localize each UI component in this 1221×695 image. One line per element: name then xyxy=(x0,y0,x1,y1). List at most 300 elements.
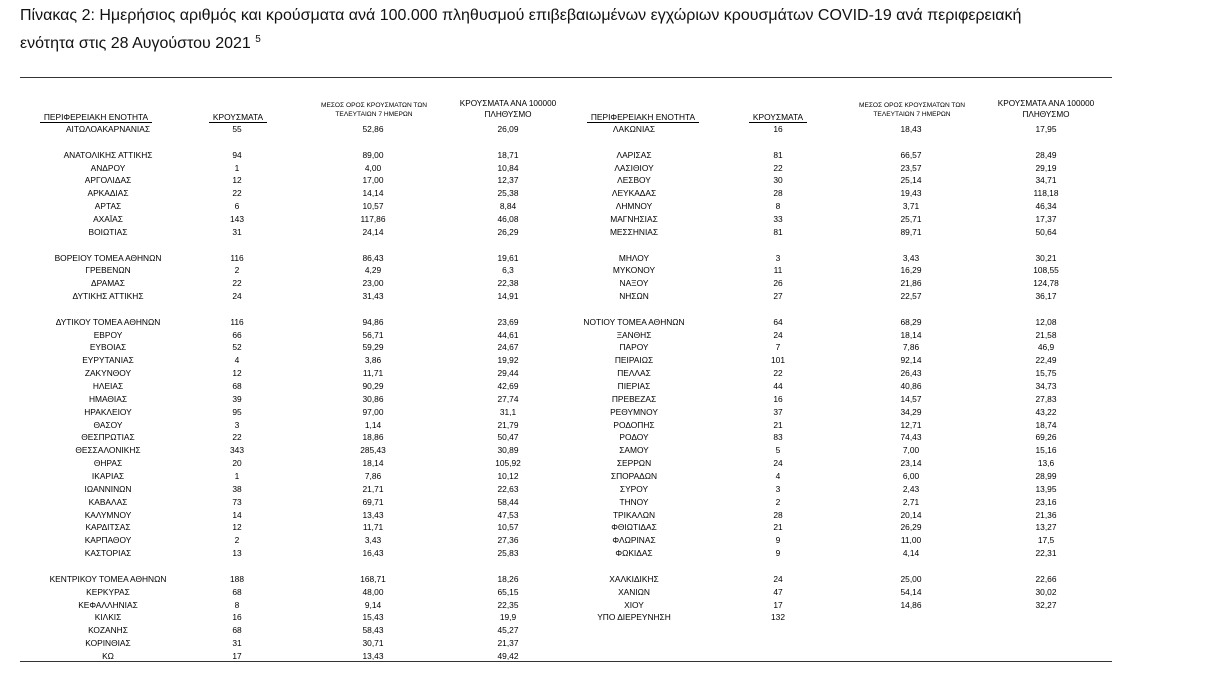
cell-right-region: ΛΑΚΩΝΙΑΣ xyxy=(612,124,656,134)
header-region-left-text: ΠΕΡΙΦΕΡΕΙΑΚΗ ΕΝΟΤΗΤΑ xyxy=(43,112,149,122)
cell-left-avg7: 52,86 xyxy=(362,124,384,134)
cell-left-avg7: 7,86 xyxy=(364,470,382,481)
cell-left-cases: 38 xyxy=(232,483,242,494)
cell-right-region: ΧΑΛΚΙΔΙΚΗΣ xyxy=(609,573,659,584)
cell-left-avg7: 3,86 xyxy=(364,355,382,366)
cell-right-cases: 3 xyxy=(775,483,781,494)
cell-left-region: ΙΚΑΡΙΑΣ xyxy=(91,470,125,481)
header-cases-left-text: ΚΡΟΥΣΜΑΤΑ xyxy=(212,112,264,122)
cell-right-avg7: 14,86 xyxy=(900,599,922,610)
cell-left-cases: 52 xyxy=(232,342,242,353)
cell-right-region: ΠΑΡΟΥ xyxy=(619,342,649,353)
cell-right-avg7: 34,29 xyxy=(900,406,922,417)
cell-left-cases: 31 xyxy=(232,226,242,237)
cell-right-cases: 24 xyxy=(773,458,783,469)
cell-right-cases: 22 xyxy=(773,162,783,173)
cell-left-per100k: 31,1 xyxy=(499,406,517,417)
cell-right-region: ΦΘΙΩΤΙΔΑΣ xyxy=(611,522,657,533)
cell-right-avg7: 25,71 xyxy=(900,213,922,224)
cell-left-region: ΑΝΑΤΟΛΙΚΗΣ ΑΤΤΙΚΗΣ xyxy=(63,149,153,160)
cell-left-cases: 95 xyxy=(232,406,242,417)
cell-left-per100k: 26,09 xyxy=(497,124,519,134)
cell-left-per100k: 25,83 xyxy=(497,548,519,558)
cell-right-avg7: 2,71 xyxy=(902,496,920,507)
cell-right-avg7: 7,86 xyxy=(902,342,920,353)
cell-left-cases: 2 xyxy=(234,265,240,276)
cell-right-per100k: 34,71 xyxy=(1035,175,1057,186)
cell-right-per100k: 28,99 xyxy=(1035,470,1057,481)
cell-left-region: ΙΩΑΝΝΙΝΩΝ xyxy=(84,483,132,494)
cell-right-avg7: 92,14 xyxy=(900,355,922,366)
cell-right-per100k: 34,73 xyxy=(1035,381,1057,391)
cell-right-cases: 9 xyxy=(775,548,781,558)
cell-left-region: ΕΥΡΥΤΑΝΙΑΣ xyxy=(82,355,134,366)
cell-left-per100k: 12,37 xyxy=(497,175,519,186)
cell-left-avg7: 24,14 xyxy=(362,226,384,237)
cell-left-region: ΗΛΕΙΑΣ xyxy=(92,381,124,391)
cell-left-avg7: 86,43 xyxy=(362,252,384,263)
cell-right-per100k: 108,55 xyxy=(1033,265,1059,276)
cell-left-per100k: 29,44 xyxy=(497,368,519,379)
cell-left-avg7: 15,43 xyxy=(362,612,384,623)
cell-right-avg7: 14,57 xyxy=(900,393,922,404)
cell-right-avg7 xyxy=(856,612,966,622)
cell-right-avg7: 12,71 xyxy=(900,419,922,430)
cell-right-region: ΜΥΚΟΝΟΥ xyxy=(612,265,656,276)
cell-right-cases: 24 xyxy=(773,329,783,340)
cell-left-cases: 116 xyxy=(230,316,244,327)
cell-right-avg7: 18,14 xyxy=(900,329,922,340)
cell-left-avg7: 23,00 xyxy=(362,278,384,289)
cell-right-per100k: 12,08 xyxy=(1035,316,1057,327)
cell-left-region: ΓΡΕΒΕΝΩΝ xyxy=(85,265,131,276)
cell-left-cases: 1 xyxy=(234,470,240,481)
cell-right-per100k: 17,5 xyxy=(1037,535,1055,546)
cell-left-cases: 66 xyxy=(232,329,242,340)
cell-right-avg7: 19,43 xyxy=(900,188,922,199)
cell-left-avg7: 10,57 xyxy=(362,201,384,212)
cell-left-avg7: 4,00 xyxy=(364,162,382,173)
cell-left-avg7: 13,43 xyxy=(362,650,384,661)
cell-right-avg7: 16,29 xyxy=(900,265,922,276)
cell-left-per100k: 21,37 xyxy=(497,638,519,648)
cell-right-avg7: 26,29 xyxy=(900,522,922,533)
cell-left-per100k: 18,71 xyxy=(497,149,519,160)
cell-left-cases: 12 xyxy=(232,522,242,533)
header-per100k-right xyxy=(986,98,1106,120)
cell-right-per100k: 17,37 xyxy=(1035,213,1057,224)
cell-right-per100k: 22,31 xyxy=(1035,548,1057,558)
cell-right-per100k: 28,49 xyxy=(1035,149,1057,160)
cell-left-avg7: 58,43 xyxy=(362,625,384,636)
cell-left-region: ΑΧΑΪΑΣ xyxy=(93,213,123,224)
cell-right-cases: 37 xyxy=(773,406,783,417)
cell-left-cases: 17 xyxy=(232,650,242,661)
cell-left-per100k: 44,61 xyxy=(497,329,519,340)
cell-left-cases: 14 xyxy=(232,509,242,520)
cell-left-per100k: 65,15 xyxy=(497,586,519,597)
cell-left-cases: 68 xyxy=(232,625,242,636)
cell-left-region: ΔΥΤΙΚΟΥ ΤΟΜΕΑ ΑΘΗΝΩΝ xyxy=(55,316,161,327)
cell-left-avg7: 90,29 xyxy=(362,381,384,391)
cell-right-per100k: 46,9 xyxy=(1037,342,1055,353)
cell-left-per100k: 19,9 xyxy=(499,612,517,623)
cell-left-region: ΚΕΡΚΥΡΑΣ xyxy=(86,586,130,597)
cell-right-cases: 33 xyxy=(773,213,783,224)
cell-left-cases: 8 xyxy=(234,599,240,610)
cell-right-per100k: 30,02 xyxy=(1035,586,1057,597)
cell-left-cases: 39 xyxy=(232,393,242,404)
cell-right-per100k: 15,75 xyxy=(1035,368,1057,379)
cell-left-region: ΖΑΚΥΝΘΟΥ xyxy=(84,368,132,379)
cell-right-cases: 7 xyxy=(775,342,781,353)
cell-left-cases: 24 xyxy=(232,291,242,301)
cell-right-avg7: 18,43 xyxy=(900,124,922,134)
cell-right-avg7: 74,43 xyxy=(900,432,922,443)
cell-right-region: ΛΗΜΝΟΥ xyxy=(615,201,653,212)
cell-right-region: ΛΕΥΚΑΔΑΣ xyxy=(611,188,657,199)
caption-line-1: Πίνακας 2: Ημερήσιος αριθμός και κρούσματα ανά 100.000 πληθυσμού επιβεβαιωμένων εγχώριων κρουσμάτων COVID-19 ανά περιφερειακή xyxy=(20,7,1022,24)
header-per100k-right-l1: ΚΡΟΥΣΜΑΤΑ ΑΝΑ 100000 xyxy=(997,99,1095,108)
cell-left-cases: 94 xyxy=(232,149,242,160)
cell-left-cases: 22 xyxy=(232,278,242,289)
cell-right-cases: 16 xyxy=(773,124,783,134)
cell-right-region: ΡΟΔΟΥ xyxy=(619,432,649,443)
cell-left-cases: 188 xyxy=(230,573,244,584)
cell-right-per100k: 36,17 xyxy=(1035,291,1057,301)
cell-right-cases: 81 xyxy=(773,149,783,160)
cell-right-avg7: 23,14 xyxy=(900,458,922,469)
cell-left-cases: 31 xyxy=(232,638,242,648)
cell-left-cases: 16 xyxy=(232,612,242,623)
cell-left-cases: 22 xyxy=(232,188,242,199)
cell-right-avg7: 6,00 xyxy=(902,470,920,481)
cell-right-per100k: 17,95 xyxy=(1035,124,1057,134)
header-cases-right-text: ΚΡΟΥΣΜΑΤΑ xyxy=(752,112,804,122)
cell-left-avg7: 16,43 xyxy=(362,548,384,558)
cell-right-avg7: 11,00 xyxy=(900,535,922,546)
cell-left-per100k: 27,36 xyxy=(497,535,519,546)
cell-left-per100k: 26,29 xyxy=(497,226,519,237)
cell-left-per100k: 42,69 xyxy=(497,381,519,391)
cell-left-avg7: 89,00 xyxy=(362,149,384,160)
cell-left-per100k: 105,92 xyxy=(495,458,521,469)
cell-left-per100k: 14,91 xyxy=(497,291,519,301)
cell-left-per100k: 23,69 xyxy=(497,316,519,327)
cell-left-per100k: 19,61 xyxy=(497,252,519,263)
cell-left-cases: 12 xyxy=(232,175,242,186)
cell-right-region: ΝΑΞΟΥ xyxy=(619,278,649,289)
header-cases-left xyxy=(209,112,267,123)
header-avg-left xyxy=(305,101,443,119)
cell-left-region: ΚΑΣΤΟΡΙΑΣ xyxy=(84,548,132,558)
cell-right-per100k: 21,58 xyxy=(1035,329,1057,340)
cell-right-region: ΦΩΚΙΔΑΣ xyxy=(615,548,653,558)
cell-right-per100k: 43,22 xyxy=(1035,406,1057,417)
cell-right-per100k: 27,83 xyxy=(1035,393,1057,404)
cell-right-cases: 44 xyxy=(773,381,783,391)
cell-right-cases: 27 xyxy=(773,291,783,301)
cell-left-per100k: 30,89 xyxy=(497,445,519,456)
cell-left-region: ΚΩ xyxy=(102,650,114,661)
cell-right-per100k: 15,16 xyxy=(1035,445,1057,456)
cell-right-cases: 4 xyxy=(775,470,781,481)
cell-right-region: ΡΕΘΥΜΝΟΥ xyxy=(610,406,658,417)
cell-right-cases: 28 xyxy=(773,509,783,520)
cell-right-cases: 16 xyxy=(773,393,783,404)
cell-right-avg7: 4,14 xyxy=(902,548,920,558)
cell-left-cases: 2 xyxy=(234,535,240,546)
cell-right-per100k: 18,74 xyxy=(1035,419,1057,430)
cell-left-avg7: 30,86 xyxy=(362,393,384,404)
cell-right-region: ΛΑΡΙΣΑΣ xyxy=(616,149,652,160)
header-per100k-left-l2: ΠΛΗΘΥΣΜΟ xyxy=(484,110,532,119)
cell-right-cases: 11 xyxy=(773,265,783,276)
cell-right-cases: 21 xyxy=(773,419,783,430)
cell-left-region: ΚΟΡΙΝΘΙΑΣ xyxy=(85,638,131,648)
cell-left-per100k: 25,38 xyxy=(497,188,519,199)
header-avg-right xyxy=(843,101,981,119)
cell-left-region: ΔΡΑΜΑΣ xyxy=(91,278,125,289)
cell-right-region: ΣΑΜΟΥ xyxy=(619,445,649,456)
cell-right-region: ΣΠΟΡΑΔΩΝ xyxy=(610,470,658,481)
table-bottom-rule xyxy=(20,661,1112,662)
cell-left-region: ΑΡΚΑΔΙΑΣ xyxy=(87,188,129,199)
cell-left-region: ΒΟΙΩΤΙΑΣ xyxy=(88,226,128,237)
cell-left-region: ΕΒΡΟΥ xyxy=(93,329,123,340)
cell-right-per100k: 124,78 xyxy=(1033,278,1059,289)
cell-left-cases: 3 xyxy=(234,419,240,430)
cell-right-per100k: 118,18 xyxy=(1033,188,1059,199)
header-avg-left-l2: ΤΕΛΕΥΤΑΙΩΝ 7 ΗΜΕΡΩΝ xyxy=(335,111,413,118)
cell-right-cases: 26 xyxy=(773,278,783,289)
cell-right-region: ΝΗΣΩΝ xyxy=(619,291,649,301)
cell-left-avg7: 18,86 xyxy=(362,432,384,443)
cell-left-cases: 55 xyxy=(232,124,242,134)
cell-right-avg7: 21,86 xyxy=(900,278,922,289)
cell-right-cases: 30 xyxy=(773,175,783,186)
cell-right-cases: 132 xyxy=(771,612,785,623)
cell-left-region: ΚΑΡΠΑΘΟΥ xyxy=(84,535,132,546)
header-region-right xyxy=(587,112,699,123)
cell-left-per100k: 47,53 xyxy=(497,509,519,520)
cell-right-cases: 5 xyxy=(775,445,781,456)
cell-left-per100k: 49,42 xyxy=(497,650,519,661)
cell-left-avg7: 56,71 xyxy=(362,329,384,340)
cell-left-region: ΑΡΤΑΣ xyxy=(94,201,122,212)
cell-right-region: ΜΕΣΣΗΝΙΑΣ xyxy=(609,226,659,237)
cell-right-per100k xyxy=(986,612,1106,622)
cell-left-region: ΚΕΝΤΡΙΚΟΥ ΤΟΜΕΑ ΑΘΗΝΩΝ xyxy=(49,573,167,584)
cell-left-region: ΑΡΓΟΛΙΔΑΣ xyxy=(84,175,132,186)
cell-right-avg7: 22,57 xyxy=(900,291,922,301)
cell-left-avg7: 4,29 xyxy=(364,265,382,276)
cell-right-per100k: 23,16 xyxy=(1035,496,1057,507)
cell-left-per100k: 50,47 xyxy=(497,432,519,443)
cell-right-avg7: 3,71 xyxy=(902,201,920,212)
cell-left-avg7: 168,71 xyxy=(360,573,386,584)
cell-left-region: ΘΗΡΑΣ xyxy=(93,458,123,469)
cell-left-avg7: 11,71 xyxy=(362,522,384,533)
header-per100k-right-l2: ΠΛΗΘΥΣΜΟ xyxy=(1022,110,1070,119)
cell-left-region: ΗΜΑΘΙΑΣ xyxy=(88,393,128,404)
cell-right-avg7: 40,86 xyxy=(900,381,922,391)
cell-left-per100k: 22,35 xyxy=(497,599,519,610)
header-region-left xyxy=(40,112,152,123)
cell-left-per100k: 24,67 xyxy=(497,342,519,353)
cell-right-per100k: 21,36 xyxy=(1035,509,1057,520)
cell-right-cases: 9 xyxy=(775,535,781,546)
cell-right-cases: 64 xyxy=(773,316,783,327)
cell-right-avg7: 3,43 xyxy=(902,252,920,263)
cell-left-cases: 4 xyxy=(234,355,240,366)
cell-left-avg7: 17,00 xyxy=(362,175,384,186)
cell-right-per100k: 22,66 xyxy=(1035,573,1057,584)
cell-right-region: ΤΗΝΟΥ xyxy=(619,496,649,507)
cell-left-region: ΘΑΣΟΥ xyxy=(93,419,123,430)
cell-right-region: ΧΙΟΥ xyxy=(624,599,644,610)
cell-right-cases: 83 xyxy=(773,432,783,443)
cell-left-avg7: 18,14 xyxy=(362,458,384,469)
cell-left-avg7: 21,71 xyxy=(362,483,384,494)
cell-left-avg7: 48,00 xyxy=(362,586,384,597)
cell-left-per100k: 22,38 xyxy=(497,278,519,289)
cell-right-cases: 8 xyxy=(775,201,781,212)
cell-right-region: ΤΡΙΚΑΛΩΝ xyxy=(612,509,656,520)
cell-right-cases: 47 xyxy=(773,586,783,597)
cell-right-cases: 17 xyxy=(773,599,783,610)
cell-right-region: ΞΑΝΘΗΣ xyxy=(616,329,652,340)
cell-right-region: ΠΕΙΡΑΙΩΣ xyxy=(614,355,654,366)
cell-left-per100k: 22,63 xyxy=(497,483,519,494)
cell-right-region: ΣΕΡΡΩΝ xyxy=(616,458,652,469)
cell-left-region: ΚΟΖΑΝΗΣ xyxy=(88,625,128,636)
cell-left-avg7: 14,14 xyxy=(362,188,384,199)
cell-left-region: ΑΝΔΡΟΥ xyxy=(90,162,126,173)
header-per100k-left xyxy=(448,98,568,120)
cell-left-per100k: 27,74 xyxy=(497,393,519,404)
cell-left-cases: 73 xyxy=(232,496,242,507)
cell-left-per100k: 18,26 xyxy=(497,573,519,584)
cell-right-avg7: 89,71 xyxy=(900,226,922,237)
cell-right-region: ΠΕΛΛΑΣ xyxy=(617,368,651,379)
cell-right-region: ΦΛΩΡΙΝΑΣ xyxy=(612,535,656,546)
cell-left-cases: 116 xyxy=(230,252,244,263)
cell-left-avg7: 31,43 xyxy=(362,291,384,301)
header-avg-right-l1: ΜΕΣΟΣ ΟΡΟΣ ΚΡΟΥΣΜΑΤΩΝ ΤΩΝ xyxy=(858,102,966,109)
cell-left-per100k: 10,57 xyxy=(497,522,519,533)
cell-left-per100k: 21,79 xyxy=(497,419,519,430)
cell-left-avg7: 69,71 xyxy=(362,496,384,507)
cell-right-cases: 28 xyxy=(773,188,783,199)
cell-left-region: ΚΑΒΑΛΑΣ xyxy=(88,496,128,507)
cell-left-per100k: 10,84 xyxy=(497,162,519,173)
cell-left-avg7: 13,43 xyxy=(362,509,384,520)
cell-left-cases: 13 xyxy=(232,548,242,558)
cell-right-region: ΧΑΝΙΩΝ xyxy=(618,586,650,597)
header-avg-right-l2: ΤΕΛΕΥΤΑΙΩΝ 7 ΗΜΕΡΩΝ xyxy=(873,111,951,118)
cell-right-avg7: 20,14 xyxy=(900,509,922,520)
cell-right-avg7: 54,14 xyxy=(900,586,922,597)
cell-left-cases: 143 xyxy=(230,213,244,224)
cell-right-per100k: 50,64 xyxy=(1035,226,1057,237)
cell-right-region: ΣΥΡΟΥ xyxy=(619,483,649,494)
cell-right-avg7: 26,43 xyxy=(900,368,922,379)
cell-left-cases: 68 xyxy=(232,586,242,597)
cell-left-per100k: 58,44 xyxy=(497,496,519,507)
cell-right-region: ΜΗΛΟΥ xyxy=(618,252,650,263)
cell-right-avg7: 25,00 xyxy=(900,573,922,584)
cell-right-per100k: 13,27 xyxy=(1035,522,1057,533)
cell-left-cases: 343 xyxy=(230,445,244,456)
cell-left-cases: 68 xyxy=(232,381,242,391)
cell-right-per100k: 30,21 xyxy=(1035,252,1057,263)
cell-left-cases: 20 xyxy=(232,458,242,469)
cell-left-avg7: 285,43 xyxy=(360,445,386,456)
cell-left-avg7: 11,71 xyxy=(362,368,384,379)
header-per100k-left-l1: ΚΡΟΥΣΜΑΤΑ ΑΝΑ 100000 xyxy=(459,99,557,108)
cell-left-avg7: 59,29 xyxy=(362,342,384,353)
cell-right-region: ΛΕΣΒΟΥ xyxy=(617,175,651,186)
header-cases-right xyxy=(749,112,807,123)
cell-right-avg7: 23,57 xyxy=(900,162,922,173)
cell-left-per100k: 46,08 xyxy=(497,213,519,224)
cell-left-per100k: 19,92 xyxy=(497,355,519,366)
cell-right-cases: 3 xyxy=(775,252,781,263)
cell-right-cases: 81 xyxy=(773,226,783,237)
cell-right-avg7: 66,57 xyxy=(900,149,922,160)
cell-left-cases: 22 xyxy=(232,432,242,443)
cell-left-avg7: 97,00 xyxy=(362,406,384,417)
cell-left-region: ΘΕΣΣΑΛΟΝΙΚΗΣ xyxy=(75,445,141,456)
cell-right-region: ΝΟΤΙΟΥ ΤΟΜΕΑ ΑΘΗΝΩΝ xyxy=(583,316,685,327)
caption-line-2-text: ενότητα στις 28 Αυγούστου 2021 xyxy=(20,35,251,52)
cell-right-per100k: 13,95 xyxy=(1035,483,1057,494)
header-region-right-text: ΠΕΡΙΦΕΡΕΙΑΚΗ ΕΝΟΤΗΤΑ xyxy=(590,112,696,122)
caption-line-2 xyxy=(20,28,1120,56)
cell-left-avg7: 117,86 xyxy=(360,213,386,224)
cell-left-region: ΕΥΒΟΙΑΣ xyxy=(89,342,127,353)
table-top-rule xyxy=(20,77,1112,78)
cell-left-per100k: 6,3 xyxy=(502,265,514,276)
cell-left-cases: 1 xyxy=(234,162,240,173)
cell-right-per100k: 32,27 xyxy=(1035,599,1057,610)
cell-right-per100k: 29,19 xyxy=(1035,162,1057,173)
header-avg-left-l1: ΜΕΣΟΣ ΟΡΟΣ ΚΡΟΥΣΜΑΤΩΝ ΤΩΝ xyxy=(320,102,428,109)
cell-left-region: ΘΕΣΠΡΩΤΙΑΣ xyxy=(81,432,135,443)
cell-right-cases: 22 xyxy=(773,368,783,379)
cell-right-region: ΡΟΔΟΠΗΣ xyxy=(613,419,655,430)
cell-left-region: ΚΕΦΑΛΛΗΝΙΑΣ xyxy=(78,599,138,610)
cell-right-region: ΠΙΕΡΙΑΣ xyxy=(617,381,651,391)
cell-left-region: ΗΡΑΚΛΕΙΟΥ xyxy=(84,406,132,417)
cell-left-cases: 12 xyxy=(232,368,242,379)
cell-right-cases: 24 xyxy=(773,573,783,584)
footnote-ref: 5 xyxy=(255,34,261,45)
cell-left-per100k: 8,84 xyxy=(499,201,517,212)
cell-right-region: ΜΑΓΝΗΣΙΑΣ xyxy=(610,213,658,224)
cell-left-region: ΚΑΛΥΜΝΟΥ xyxy=(84,509,132,520)
cell-left-avg7: 9,14 xyxy=(364,599,382,610)
cell-left-avg7: 1,14 xyxy=(364,419,382,430)
cell-left-region: ΚΑΡΔΙΤΣΑΣ xyxy=(85,522,131,533)
cell-left-cases: 6 xyxy=(234,201,240,212)
cell-right-avg7: 25,14 xyxy=(900,175,922,186)
cell-left-avg7: 30,71 xyxy=(362,638,384,648)
cell-right-region: ΥΠΟ ΔΙΕΡΕΥΝΗΣΗ xyxy=(597,612,671,623)
cell-left-region: ΒΟΡΕΙΟΥ ΤΟΜΕΑ ΑΘΗΝΩΝ xyxy=(54,252,162,263)
cell-left-region: ΔΥΤΙΚΗΣ ΑΤΤΙΚΗΣ xyxy=(72,291,144,301)
